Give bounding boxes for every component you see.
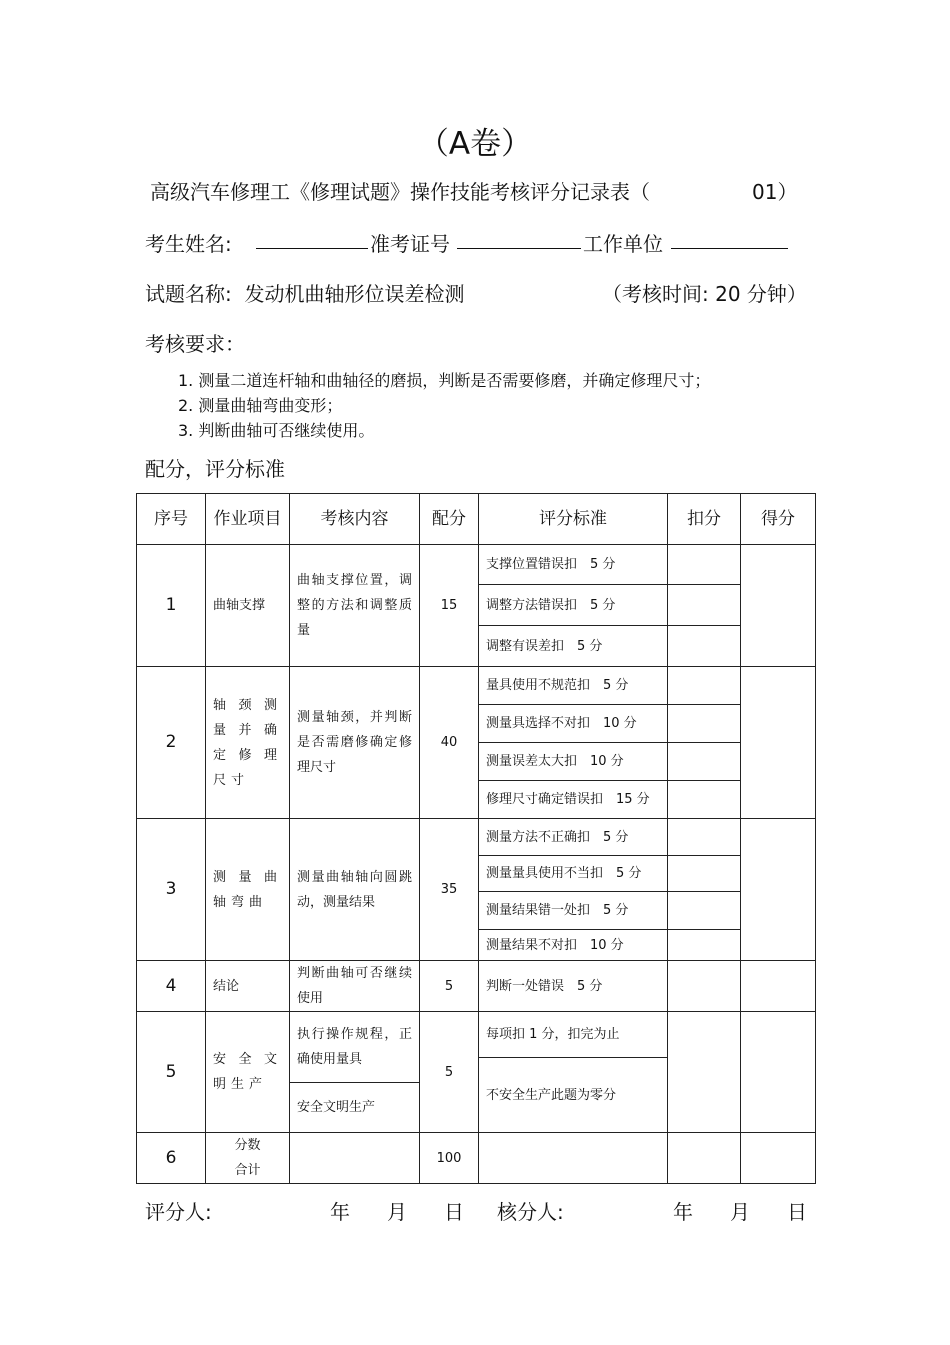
row-content: 安全文明生产 [290, 1083, 420, 1133]
scorer-year: 年 [330, 1200, 350, 1224]
deduct-cell [668, 705, 741, 743]
row-number: 1 [137, 545, 206, 667]
table-row [137, 667, 816, 705]
checker-day: 日 [787, 1200, 807, 1224]
deduct-cell [668, 585, 741, 626]
deduct-cell [668, 781, 741, 819]
scorer-day: 日 [444, 1200, 464, 1224]
total-label-line: 分数 [234, 1138, 261, 1153]
row-content: 执行操作规程，正确使用量具 [290, 1012, 420, 1083]
topic-value: 发动机曲轴形位误差检测 [244, 282, 465, 306]
candidate-name-blank [256, 228, 368, 254]
header-item: 作业项目 [206, 494, 290, 545]
deduct-cell [668, 819, 741, 856]
score-cell [741, 667, 816, 819]
row-standard: 调整方法错误扣 5 分 [479, 585, 668, 626]
checker-year: 年 [673, 1200, 693, 1224]
row-item: 安全文明生产 [206, 1012, 290, 1133]
deduct-cell [668, 626, 741, 667]
row-content: 测量曲轴轴向圆跳动，测量结果 [290, 819, 420, 961]
header-content: 考核内容 [290, 494, 420, 545]
row-content: 测量轴颈，并判断是否需磨修确定修理尺寸 [290, 667, 420, 819]
row-item: 结论 [206, 961, 290, 1012]
row-standard: 支撑位置错误扣 5 分 [479, 545, 668, 585]
scorer-label: 评分人: [145, 1200, 212, 1224]
row-item: 测量曲轴弯曲 [206, 819, 290, 961]
row-item: 轴颈测量并确定修理尺寸 [206, 667, 290, 819]
requirement-item: 1. 测量二道连杆轴和曲轴径的磨损，判断是否需要修磨，并确定修理尺寸； [178, 371, 711, 390]
exam-time: （考核时间: 20 分钟） [602, 282, 807, 306]
score-cell [741, 1012, 816, 1133]
row-points: 5 [420, 1012, 479, 1133]
topic-label: 试题名称: [145, 282, 232, 306]
table-header-row [137, 494, 816, 545]
deduct-cell [668, 1133, 741, 1184]
table-row [137, 1133, 816, 1184]
table-row [137, 1012, 816, 1058]
row-number: 2 [137, 667, 206, 819]
total-label-line: 合计 [234, 1163, 261, 1178]
header-points: 配分 [420, 494, 479, 545]
score-cell [741, 961, 816, 1012]
row-standard: 测量误差太大扣 10 分 [479, 743, 668, 781]
score-cell [741, 819, 816, 961]
form-number: 01） [752, 180, 798, 204]
paper-title: （A卷） [417, 126, 533, 162]
row-standard [479, 1133, 668, 1184]
candidate-name-label: 考生姓名: [145, 232, 232, 256]
table-row [137, 545, 816, 585]
row-points: 5 [420, 961, 479, 1012]
requirement-item: 2. 测量曲轴弯曲变形； [178, 396, 343, 415]
workplace-blank [671, 228, 788, 254]
deduct-cell [668, 743, 741, 781]
scorer-month: 月 [387, 1200, 407, 1224]
deduct-cell [668, 1012, 741, 1133]
deduct-cell [668, 892, 741, 930]
header-standard: 评分标准 [479, 494, 668, 545]
row-content [290, 1133, 420, 1184]
row-standard: 测量方法不正确扣 5 分 [479, 819, 668, 856]
row-number: 6 [137, 1133, 206, 1184]
checker-label: 核分人: [497, 1200, 564, 1224]
row-standard: 调整有误差扣 5 分 [479, 626, 668, 667]
checker-month: 月 [730, 1200, 750, 1224]
header-deduct: 扣分 [668, 494, 741, 545]
row-content: 曲轴支撑位置，调整的方法和调整质量 [290, 545, 420, 667]
table-row [137, 819, 816, 856]
requirement-item: 3. 判断曲轴可否继续使用。 [178, 421, 375, 440]
row-points: 40 [420, 667, 479, 819]
row-standard: 每项扣 1 分，扣完为止 [479, 1012, 668, 1058]
row-standard: 不安全生产此题为零分 [479, 1058, 668, 1133]
exam-number-blank [457, 228, 581, 254]
row-standard: 测量结果不对扣 10 分 [479, 930, 668, 961]
row-content: 判断曲轴可否继续使用 [290, 961, 420, 1012]
row-item: 曲轴支撑 [206, 545, 290, 667]
row-standard: 测量量具使用不当扣 5 分 [479, 856, 668, 892]
row-points: 15 [420, 545, 479, 667]
row-standard: 修理尺寸确定错误扣 15 分 [479, 781, 668, 819]
row-standard: 测量结果错一处扣 5 分 [479, 892, 668, 930]
row-points: 35 [420, 819, 479, 961]
topic-line [145, 278, 464, 307]
header-score: 得分 [741, 494, 816, 545]
total-label [206, 1133, 290, 1184]
header-no: 序号 [137, 494, 206, 545]
deduct-cell [668, 930, 741, 961]
row-standard: 判断一处错误 5 分 [479, 961, 668, 1012]
requirements-heading: 考核要求： [145, 332, 245, 356]
form-title: 高级汽车修理工《修理试题》操作技能考核评分记录表（ [150, 180, 650, 204]
total-points: 100 [420, 1133, 479, 1184]
exam-number-label: 准考证号 [370, 232, 450, 256]
row-number: 4 [137, 961, 206, 1012]
deduct-cell [668, 856, 741, 892]
scoring-heading: 配分，评分标准 [145, 457, 285, 481]
deduct-cell [668, 961, 741, 1012]
row-standard: 量具使用不规范扣 5 分 [479, 667, 668, 705]
score-table [136, 493, 816, 1184]
row-standard: 测量具选择不对扣 10 分 [479, 705, 668, 743]
workplace-label: 工作单位 [583, 232, 663, 256]
table-row [137, 961, 816, 1012]
deduct-cell [668, 667, 741, 705]
row-number: 5 [137, 1012, 206, 1133]
score-cell [741, 545, 816, 667]
deduct-cell [668, 545, 741, 585]
row-number: 3 [137, 819, 206, 961]
score-cell [741, 1133, 816, 1184]
